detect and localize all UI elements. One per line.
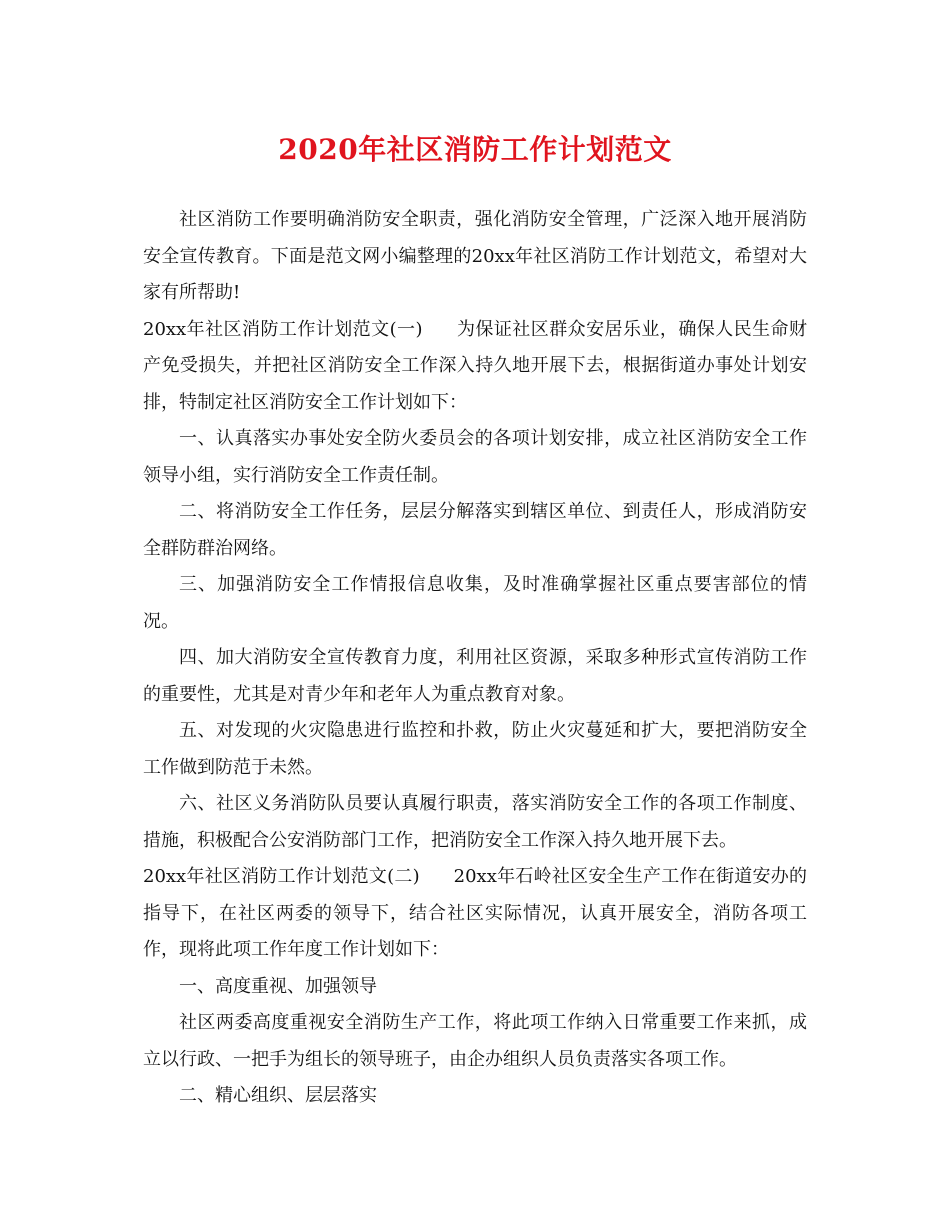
sample2-section2-title: 二、精心组织、层层落实 <box>179 1085 377 1106</box>
intro-paragraph: 社区消防工作要明确消防安全职责，强化消防安全管理，广泛深入地开展消防安全宣传教育。下面是范文网小编整理的20xx年社区消防工作计划范文，希望对大家有所帮助! <box>143 209 807 303</box>
sample1-item-2: 二、将消防安全工作任务，层层分解落实到辖区单位、到责任人，形成消防安全群防群治网络。 <box>143 501 807 559</box>
sample1-heading: 20xx年社区消防工作计划范文(一) <box>143 318 423 340</box>
sample1-item-4: 四、加大消防安全宣传教育力度，利用社区资源，采取多种形式宣传消防工作的重要性，尤其是对青少年和老年人为重点教育对象。 <box>143 647 807 705</box>
document-page <box>143 130 807 1115</box>
sample1-paragraph <box>143 312 807 422</box>
sample2-heading: 20xx年社区消防工作计划范文(二) <box>143 866 420 887</box>
sample2-section1-text: 社区两委高度重视安全消防生产工作，将此项工作纳入日常重要工作来抓，成立以行政、一把手为组长的领导班子，由企办组织人员负责落实各项工作。 <box>143 1012 807 1070</box>
sample1-lead: 为保证社区群众安居乐业，确保人民生命财产免受损失，并把社区消防安全工作深入持久地开展下去，根据街道办事处计划安排，特制定社区消防安全工作计划如下： <box>143 318 807 413</box>
sample2-section1-title: 一、高度重视、加强领导 <box>179 975 377 997</box>
sample1-item-3: 三、加强消防安全工作情报信息收集，及时准确掌握社区重点要害部位的情况。 <box>143 574 807 632</box>
document-title: 2020年社区消防工作计划范文 <box>278 133 672 166</box>
sample1-item-1: 一、认真落实办事处安全防火委员会的各项计划安排，成立社区消防安全工作领导小组，实行消防安全工作责任制。 <box>143 428 807 486</box>
sample1-item-6: 六、社区义务消防队员要认真履行职责，落实消防安全工作的各项工作制度、措施，积极配合公安消防部门工作，把消防安全工作深入持久地开展下去。 <box>143 793 807 851</box>
sample2-paragraph <box>143 859 807 969</box>
sample2-lead: 20xx年石岭社区安全生产工作在街道安办的指导下，在社区两委的领导下，结合社区实际情况，认真开展安全，消防各项工作，现将此项工作年度工作计划如下： <box>143 866 807 960</box>
sample1-item-5: 五、对发现的火灾隐患进行监控和扑救，防止火灾蔓延和扩大，要把消防安全工作做到防范于未然。 <box>143 720 807 778</box>
